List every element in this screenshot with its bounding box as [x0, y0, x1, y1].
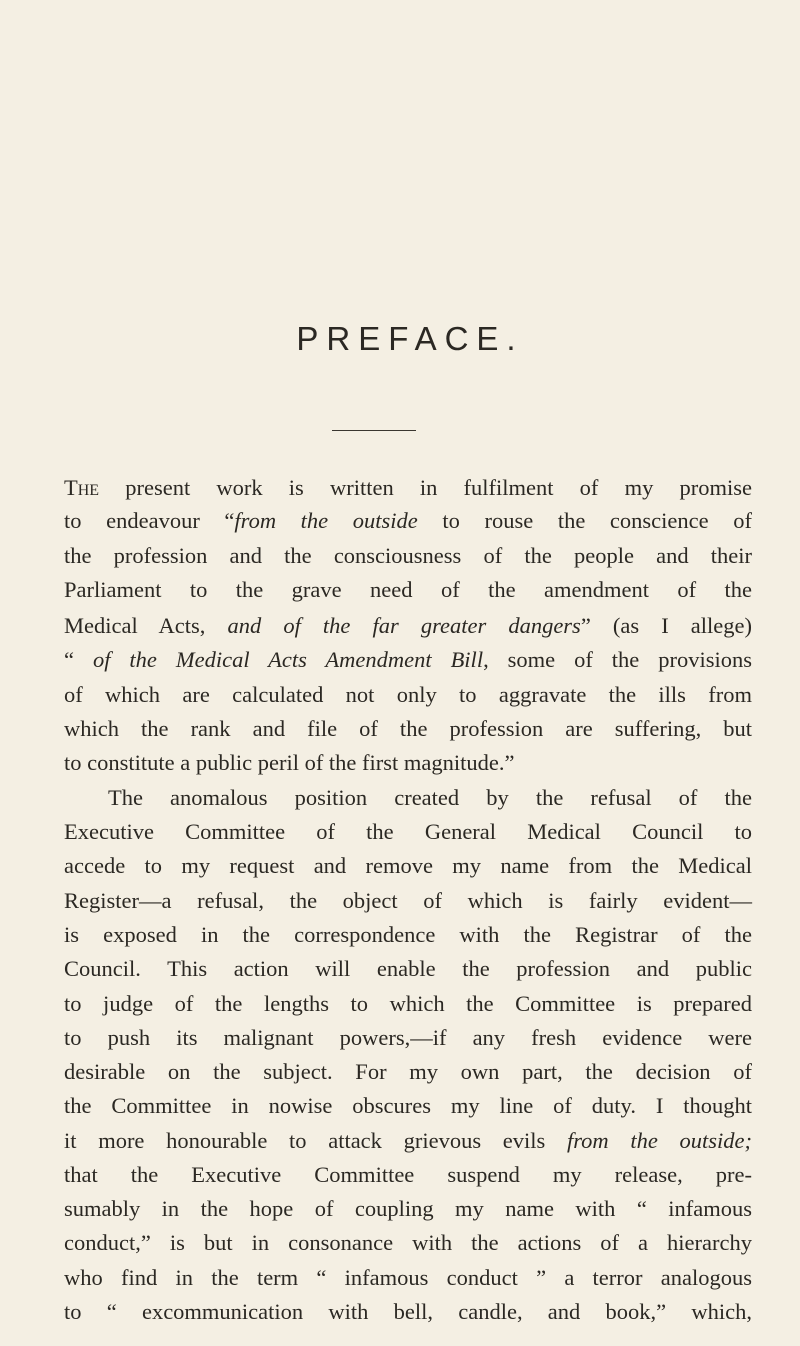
text-line — [64, 1088, 752, 1123]
text-segment: that the Executive Committee suspend my release, pre- — [64, 1162, 752, 1187]
text-segment: to constitute a public peril of the first magnitude.” — [64, 750, 515, 775]
text-line — [64, 538, 752, 573]
text-segment: who find in the term “ infamous conduct ” a terror analogous — [64, 1265, 752, 1290]
text-segment: desirable on the subject. For my own part, the decision of — [64, 1059, 752, 1084]
text-segment: to rouse the conscience of — [417, 508, 752, 533]
text-segment: of which are calculated not only to aggravate the ills from — [64, 682, 752, 707]
text-segment: present work is written in fulfilment of my promise — [99, 475, 752, 500]
text-segment: accede to my request and remove my name from the Medical — [64, 853, 752, 878]
text-line — [64, 745, 752, 780]
text-line — [64, 1225, 752, 1260]
text-segment: the Committee in nowise obscures my line of duty. I thought — [64, 1093, 752, 1118]
italic-text: from the outside — [234, 508, 418, 533]
italic-text: from the outside; — [566, 1128, 752, 1153]
text-segment: to push its malignant powers,—if any fresh evidence were — [64, 1025, 752, 1050]
text-line — [64, 1191, 752, 1226]
text-line — [64, 572, 752, 607]
text-segment: sumably in the hope of coupling my name with “ infamous — [64, 1196, 752, 1221]
text-line — [64, 1157, 752, 1192]
text-line — [64, 1294, 752, 1329]
text-segment: “ — [64, 647, 93, 672]
text-line — [64, 883, 752, 918]
text-line — [64, 1260, 752, 1295]
text-line — [64, 917, 752, 952]
title-divider — [332, 430, 416, 431]
text-segment: Parliament to the grave need of the amendment of the — [64, 577, 752, 602]
text-segment: , some of the provisions — [483, 647, 752, 672]
text-segment: Council. This action will enable the profession and public — [64, 956, 752, 981]
text-line — [64, 1123, 752, 1158]
page-title: PREFACE. — [296, 320, 524, 357]
text-segment: to judge of the lengths to which the Committee is prepared — [64, 991, 752, 1016]
text-line — [64, 470, 752, 505]
text-segment: is exposed in the correspondence with the Registrar of the — [64, 922, 752, 947]
text-segment: ” (as I allege) — [580, 613, 752, 638]
text-segment: Executive Committee of the General Medical Council to — [64, 819, 752, 844]
text-line — [64, 1054, 752, 1089]
text-line — [108, 780, 752, 815]
text-line — [64, 608, 752, 643]
text-line — [64, 503, 752, 538]
italic-text: of the Medical Acts Amendment Bill — [92, 647, 484, 672]
text-line — [64, 677, 752, 712]
text-line — [64, 814, 752, 849]
text-segment: Medical Acts, — [64, 613, 228, 638]
text-segment: Register—a refusal, the object of which is fairly evident— — [64, 888, 752, 913]
text-segment: conduct,” is but in consonance with the actions of a hierarchy — [64, 1230, 752, 1255]
text-segment: The anomalous position created by the refusal of the — [108, 785, 752, 810]
text-line — [64, 642, 752, 677]
text-line — [64, 986, 752, 1021]
text-line — [64, 951, 752, 986]
text-segment: it more honourable to attack grievous evils — [64, 1128, 567, 1153]
text-segment: which the rank and file of the profession are suffering, but — [64, 716, 752, 741]
text-line — [64, 848, 752, 883]
text-segment: to “ excommunication with bell, candle, and book,” which, — [64, 1299, 752, 1324]
text-line — [64, 711, 752, 746]
text-segment: to endeavour “ — [64, 508, 235, 533]
text-segment: the profession and the consciousness of the people and their — [64, 543, 752, 568]
italic-text: and of the far greater dangers — [227, 613, 581, 638]
small-caps-text: The — [64, 475, 100, 500]
text-line — [64, 1020, 752, 1055]
